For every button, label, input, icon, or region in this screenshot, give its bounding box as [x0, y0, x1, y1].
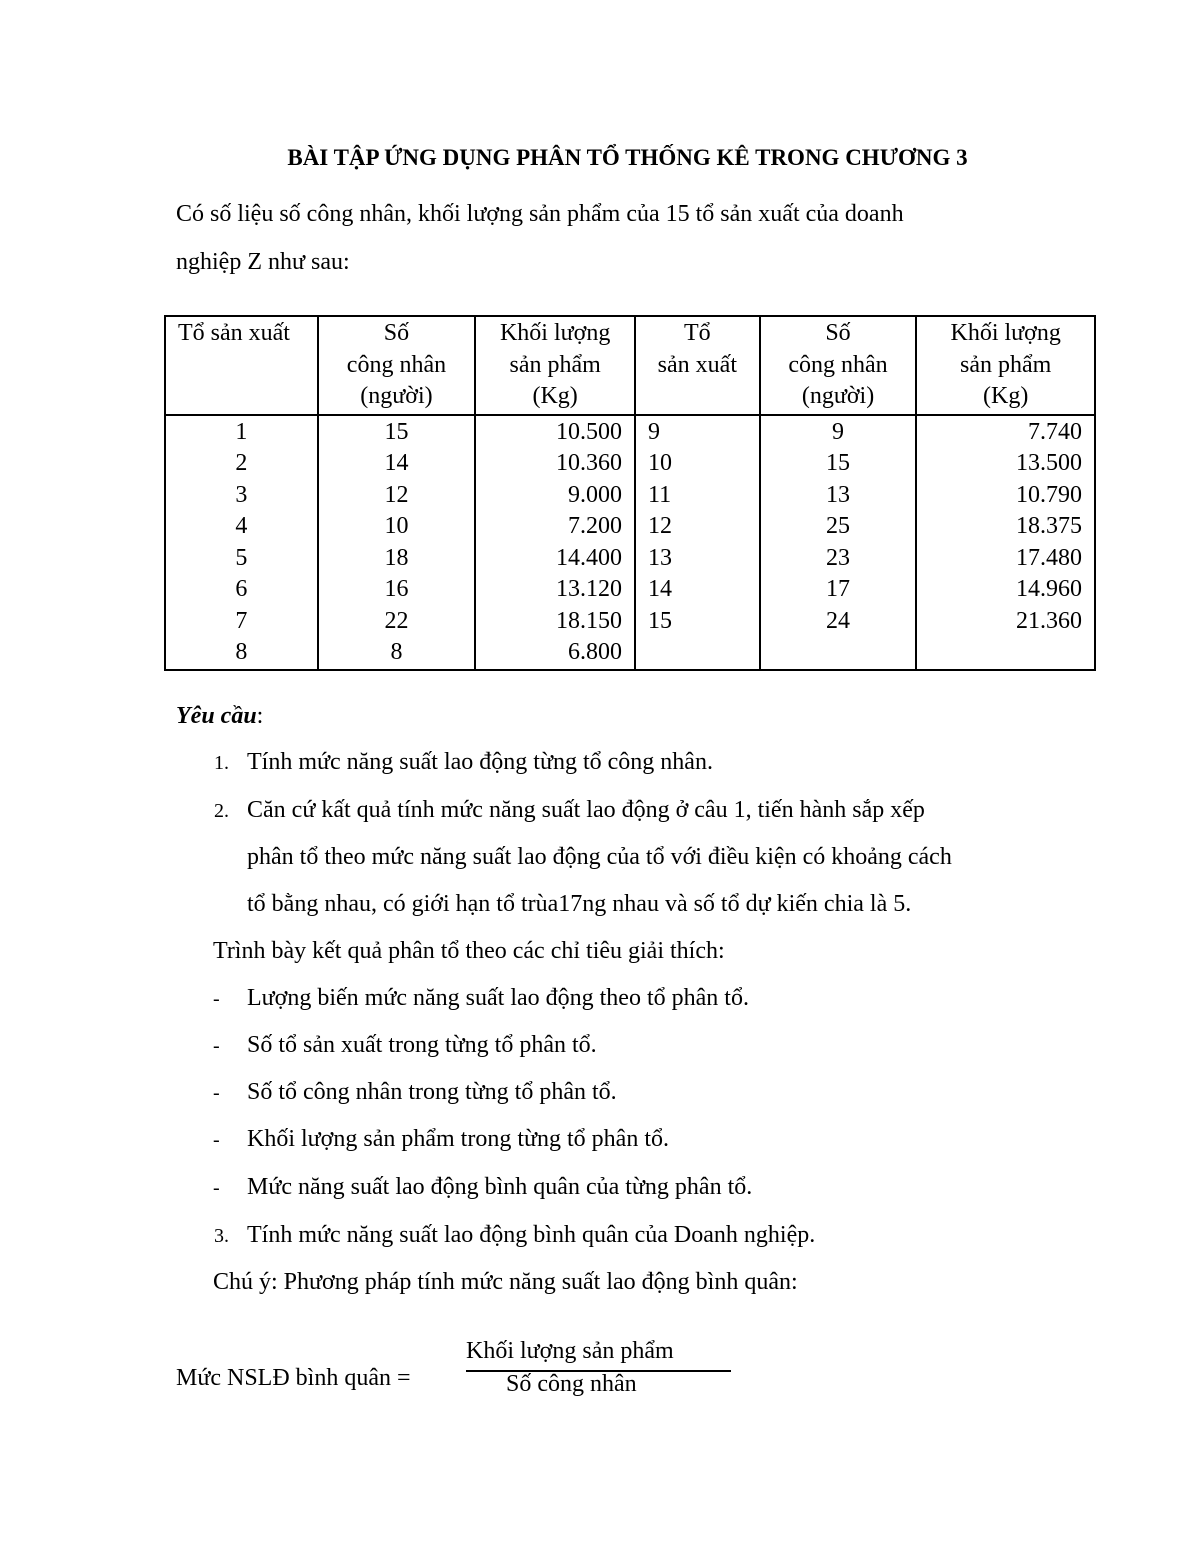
- list-marker: 1.: [214, 752, 229, 774]
- requirement-item-1: Tính mức năng suất lao động từng tổ công nhân.: [247, 749, 713, 775]
- list-marker: -: [213, 1082, 220, 1104]
- cell-cong-nhan-2: 17: [760, 574, 917, 606]
- header-to-san-xuat: Tổ sản xuất: [165, 316, 318, 415]
- cell-khoi-luong-2: 13.500: [916, 448, 1095, 480]
- cell-cong-nhan-2: 13: [760, 480, 917, 512]
- cell-to: 6: [165, 574, 318, 606]
- table-row: [165, 637, 1095, 670]
- table-row: [165, 511, 1095, 543]
- list-marker: -: [213, 1129, 220, 1151]
- formula-denominator: Số công nhân: [506, 1371, 637, 1397]
- requirement-item-2-line-1: Căn cứ kất quả tính mức năng suất lao động ở câu 1, tiến hành sắp xếp: [247, 797, 925, 823]
- cell-to: 7: [165, 606, 318, 638]
- cell-to-2: 14: [635, 574, 760, 606]
- cell-khoi-luong: 14.400: [475, 543, 635, 575]
- intro-paragraph: [176, 190, 1076, 286]
- cell-to-2: 9: [635, 415, 760, 449]
- cell-cong-nhan: 10: [318, 511, 476, 543]
- cell-cong-nhan-2: 24: [760, 606, 917, 638]
- cell-to: 1: [165, 415, 318, 449]
- table-row: [165, 606, 1095, 638]
- bullet-item: Số tổ sản xuất trong từng tổ phân tổ.: [247, 1032, 597, 1058]
- cell-khoi-luong-2: 18.375: [916, 511, 1095, 543]
- cell-to: 8: [165, 637, 318, 670]
- cell-khoi-luong-2: 17.480: [916, 543, 1095, 575]
- cell-cong-nhan: 14: [318, 448, 476, 480]
- present-paragraph: Trình bày kết quả phân tổ theo các chỉ tiêu giải thích:: [213, 938, 725, 964]
- cell-to-2: [635, 637, 760, 670]
- list-marker: -: [213, 1177, 220, 1199]
- page-title: BÀI TẬP ỨNG DỤNG PHÂN TỔ THỐNG KÊ TRONG CHƯƠNG 3: [287, 145, 968, 170]
- data-table: [164, 315, 1096, 671]
- cell-to: 3: [165, 480, 318, 512]
- cell-khoi-luong: 18.150: [475, 606, 635, 638]
- requirement-item-2-line-3: tổ bằng nhau, có giới hạn tổ trùa17ng nhau và số tổ dự kiến chia là 5.: [247, 891, 912, 917]
- cell-to: 4: [165, 511, 318, 543]
- header-khoi-luong: Khối lượng sản phẩm (Kg): [475, 316, 635, 415]
- cell-cong-nhan-2: 9: [760, 415, 917, 449]
- list-marker: -: [213, 988, 220, 1010]
- cell-to: 2: [165, 448, 318, 480]
- cell-to-2: 10: [635, 448, 760, 480]
- list-marker: 2.: [214, 800, 229, 822]
- cell-cong-nhan: 8: [318, 637, 476, 670]
- cell-khoi-luong: 10.360: [475, 448, 635, 480]
- note-paragraph: Chú ý: Phương pháp tính mức năng suất lao động bình quân:: [213, 1269, 798, 1295]
- cell-khoi-luong: 7.200: [475, 511, 635, 543]
- cell-cong-nhan: 16: [318, 574, 476, 606]
- bullet-item: Số tổ công nhân trong từng tổ phân tổ.: [247, 1079, 617, 1105]
- list-marker: 3.: [214, 1225, 229, 1247]
- header-khoi-luong-2: Khối lượng sản phẩm (Kg): [916, 316, 1095, 415]
- formula-numerator: Khối lượng sản phẩm: [466, 1338, 674, 1364]
- cell-khoi-luong: 10.500: [475, 415, 635, 449]
- header-so-cong-nhan: Số công nhân (người): [318, 316, 476, 415]
- cell-cong-nhan-2: [760, 637, 917, 670]
- intro-line-2: nghiệp Z như sau:: [176, 249, 350, 275]
- table-row: [165, 574, 1095, 606]
- bullet-item: Khối lượng sản phẩm trong từng tổ phân tổ.: [247, 1126, 670, 1152]
- table-row: [165, 543, 1095, 575]
- table-row: [165, 448, 1095, 480]
- cell-khoi-luong-2: 14.960: [916, 574, 1095, 606]
- cell-khoi-luong-2: 21.360: [916, 606, 1095, 638]
- header-so-cong-nhan-2: Số công nhân (người): [760, 316, 917, 415]
- header-to-san-xuat-2: Tổ sản xuất: [635, 316, 760, 415]
- table-row: [165, 480, 1095, 512]
- intro-line-1: Có số liệu số công nhân, khối lượng sản phẩm của 15 tổ sản xuất của doanh: [176, 201, 904, 227]
- cell-cong-nhan: 18: [318, 543, 476, 575]
- cell-to-2: 13: [635, 543, 760, 575]
- cell-cong-nhan-2: 23: [760, 543, 917, 575]
- cell-cong-nhan-2: 15: [760, 448, 917, 480]
- table-header-row: [165, 316, 1095, 415]
- cell-to-2: 11: [635, 480, 760, 512]
- cell-to-2: 15: [635, 606, 760, 638]
- table-row: [165, 415, 1095, 449]
- requirement-item-3: Tính mức năng suất lao động bình quân của Doanh nghiệp.: [247, 1222, 816, 1248]
- cell-khoi-luong: 9.000: [475, 480, 635, 512]
- requirement-item-2-line-2: phân tổ theo mức năng suất lao động của tổ với điều kiện có khoảng cách: [247, 844, 952, 870]
- list-marker: -: [213, 1035, 220, 1057]
- cell-to: 5: [165, 543, 318, 575]
- cell-cong-nhan: 22: [318, 606, 476, 638]
- cell-to-2: 12: [635, 511, 760, 543]
- cell-khoi-luong: 6.800: [475, 637, 635, 670]
- cell-cong-nhan: 15: [318, 415, 476, 449]
- cell-cong-nhan: 12: [318, 480, 476, 512]
- cell-khoi-luong-2: 10.790: [916, 480, 1095, 512]
- cell-cong-nhan-2: 25: [760, 511, 917, 543]
- requirements-heading: Yêu cầu:: [176, 703, 264, 729]
- bullet-item: Lượng biến mức năng suất lao động theo tổ phân tổ.: [247, 985, 749, 1011]
- formula-label: Mức NSLĐ bình quân =: [176, 1365, 411, 1391]
- cell-khoi-luong: 13.120: [475, 574, 635, 606]
- cell-khoi-luong-2: [916, 637, 1095, 670]
- bullet-item: Mức năng suất lao động bình quân của từng phân tổ.: [247, 1174, 753, 1200]
- cell-khoi-luong-2: 7.740: [916, 415, 1095, 449]
